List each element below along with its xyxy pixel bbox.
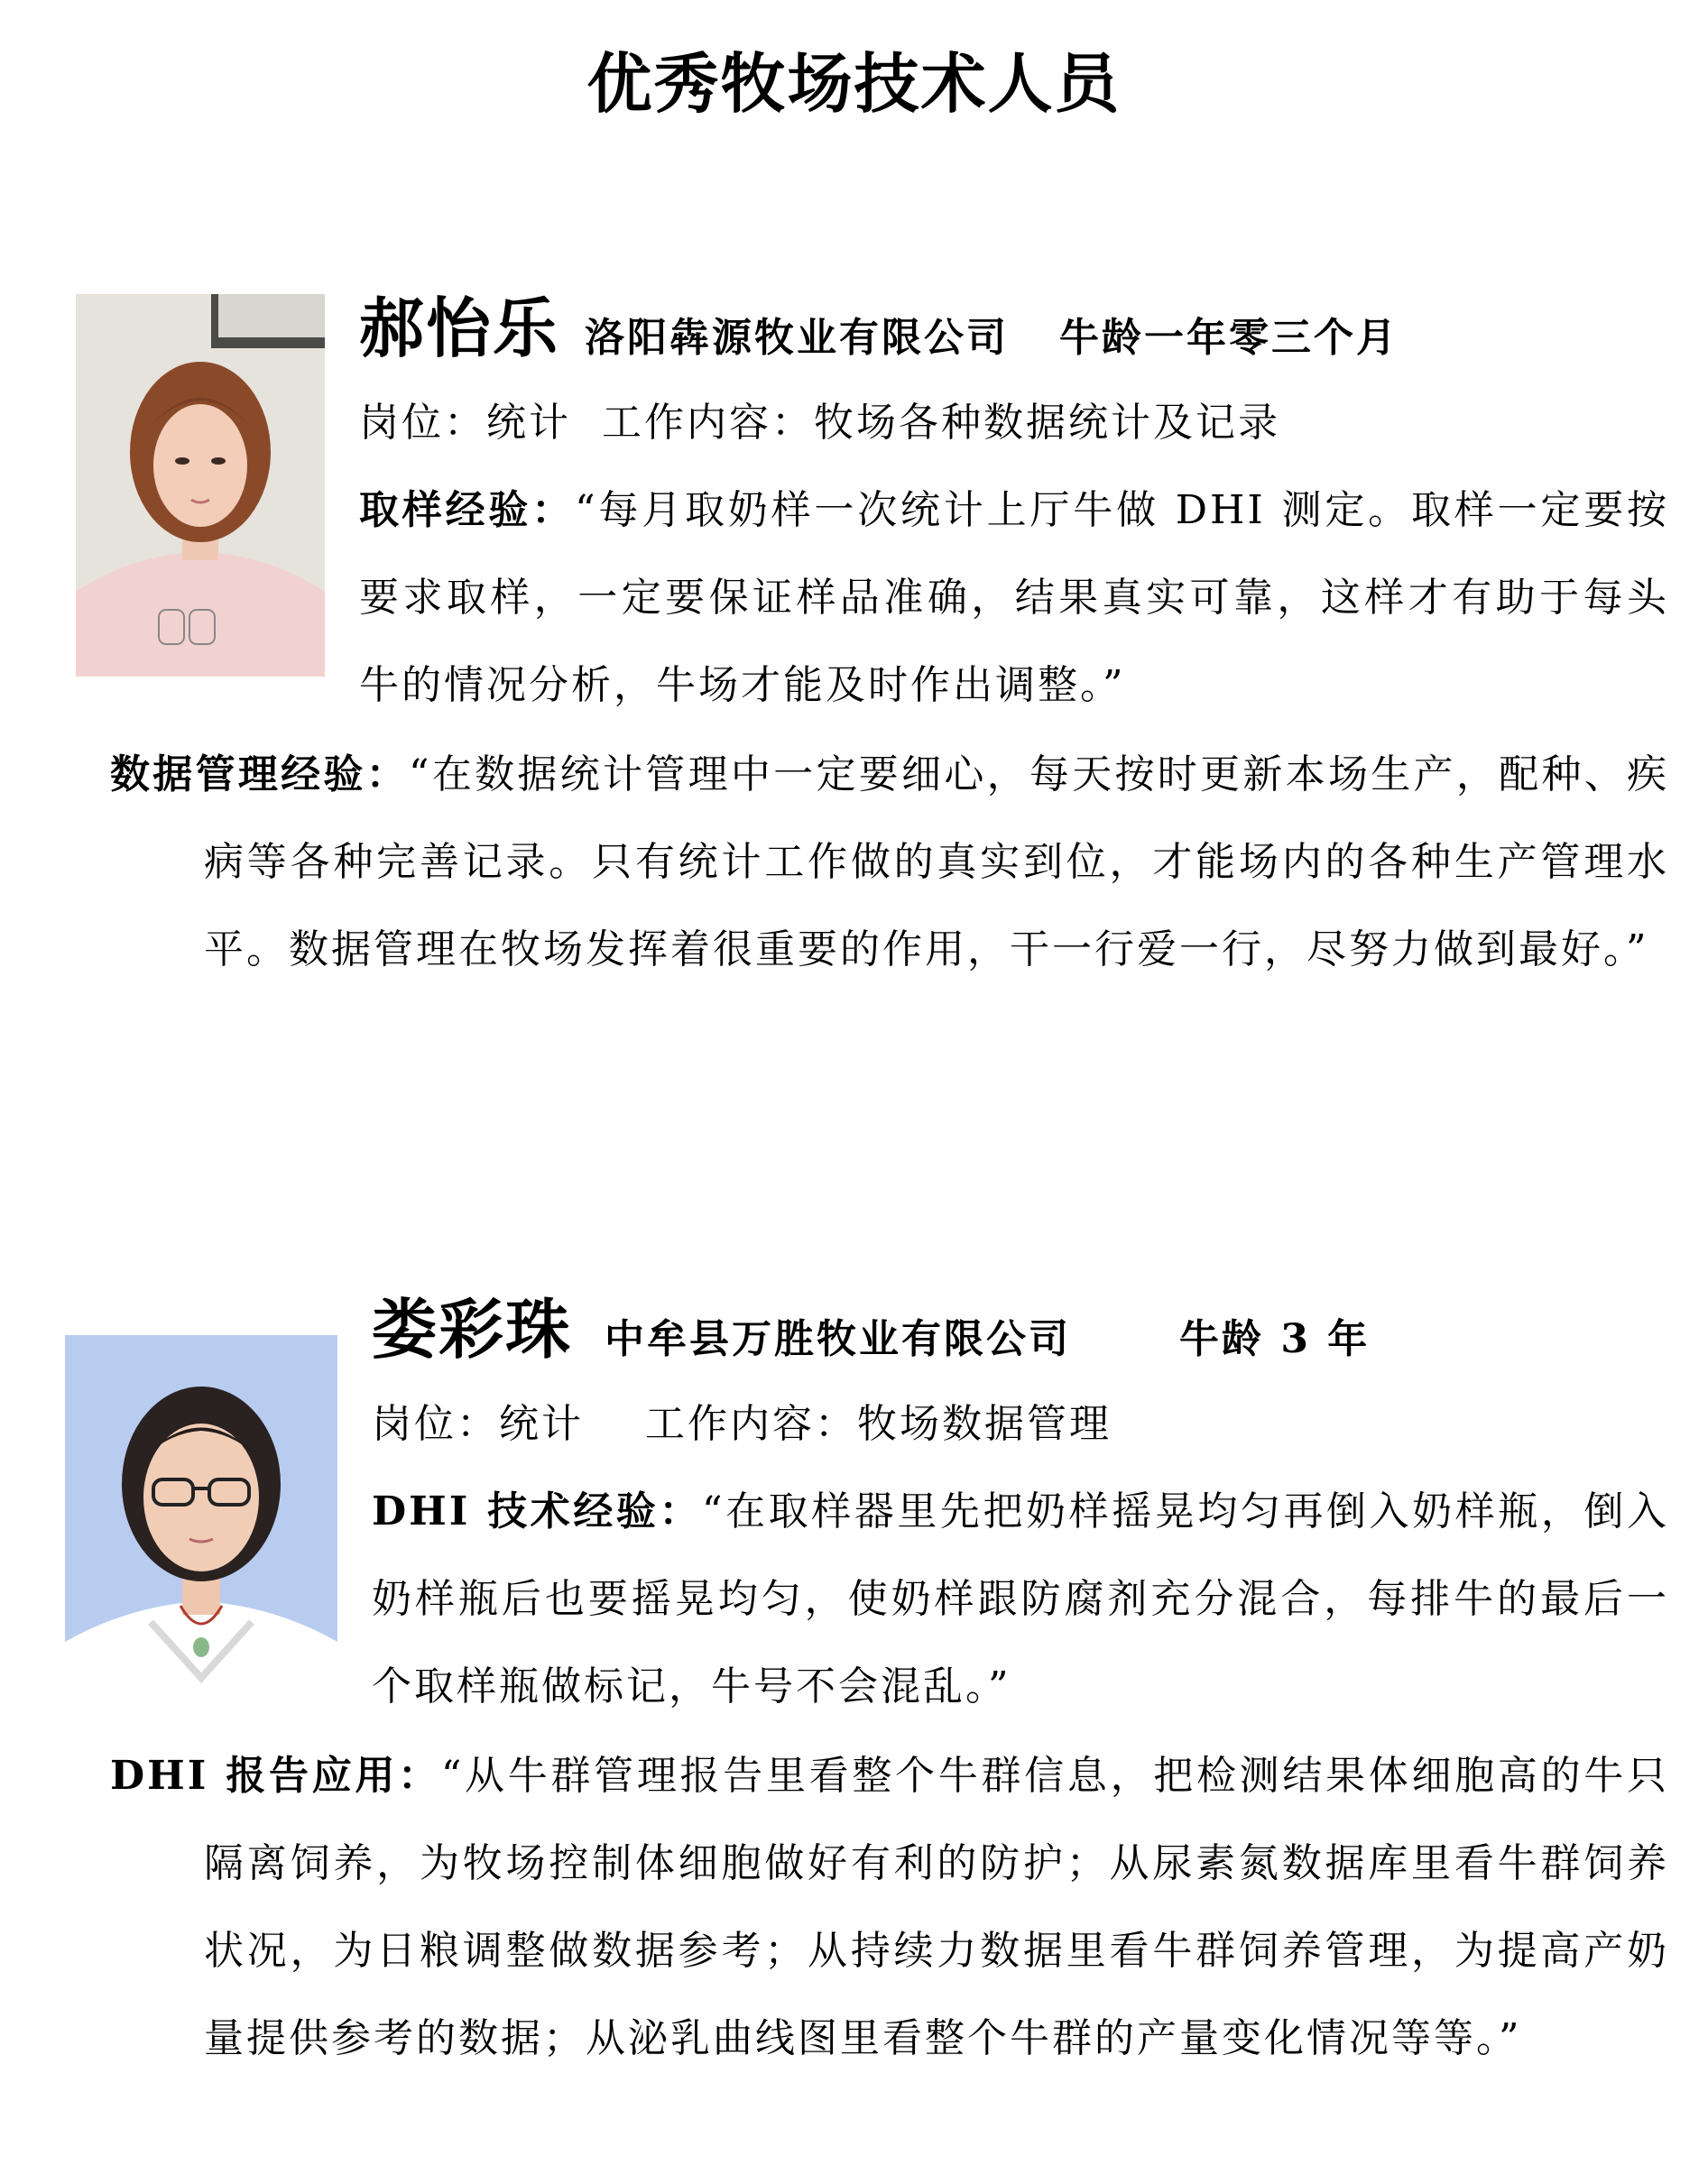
person-2-header	[372, 1279, 1669, 1380]
person-2-exp1-text: “在取样器里先把奶样摇晃均匀再倒入奶样瓶，倒入奶样瓶后也要摇晃均匀，使奶样跟防腐剂充分混合，每排牛的最后一个取样瓶做标记，牛号不会混乱。”	[372, 1488, 1669, 1709]
person-photo-2	[65, 1335, 337, 1700]
person-2-exp1	[372, 1468, 1669, 1730]
person-2-exp2-text: “从牛群管理报告里看整个牛群信息，把检测结果体细胞高的牛只隔离饲养，为牧场控制体细胞做好有利的防护；从尿素氮数据库里看牛群饲养状况，为日粮调整做数据参考；从持续力数据里看牛群饲养管理，为提高产奶量提供参考的数据；从泌乳曲线图里看整个牛群的产量变化情况等等。”	[204, 1753, 1669, 2061]
person-1-company: 洛阳犇源牧业有限公司	[585, 315, 1010, 361]
person-photo-1	[76, 294, 325, 677]
person-1-position: 岗位：统计 工作内容：牧场各种数据统计及记录	[359, 400, 1280, 446]
person-1-age: 牛龄一年零三个月	[1059, 315, 1399, 361]
person-1-exp1-label: 取样经验：	[359, 487, 576, 533]
person-2-position: 岗位：统计 工作内容：牧场数据管理	[372, 1401, 1112, 1447]
person-1-exp2-label: 数据管理经验：	[110, 751, 410, 797]
person-1-exp2-text: “在数据统计管理中一定要细心，每天按时更新本场生产，配种、疾病等各种完善记录。只有统计工作做的真实到位，才能场内的各种生产管理水平。数据管理在牧场发挥着很重要的作用，干一行爱一行，尽努力做到最好。”	[204, 751, 1669, 972]
person-2-exp1-label: DHI 技术经验：	[372, 1488, 703, 1534]
person-1-exp1-text: “每月取奶样一次统计上厅牛做 DHI 测定。取样一定要按要求取样，一定要保证样品准确，结果真实可靠，这样才有助于每头牛的情况分析，牛场才能及时作出调整。”	[359, 487, 1670, 708]
person-1-name: 郝怡乐	[359, 290, 560, 366]
person-2-company: 中牟县万胜牧业有限公司	[605, 1316, 1072, 1362]
page-title: 优秀牧场技术人员	[586, 46, 1122, 122]
person-2-exp2	[110, 1732, 1669, 2082]
person-1-exp1	[359, 466, 1669, 729]
person-1-info	[359, 278, 1669, 729]
person-2-exp2-label: DHI 报告应用：	[110, 1753, 441, 1799]
person-2-info	[372, 1279, 1669, 1730]
person-1-exp2	[110, 731, 1669, 993]
person-1-header	[359, 278, 1669, 379]
person-2-age: 牛龄 3 年	[1179, 1316, 1371, 1362]
person-2-name: 娄彩珠	[372, 1292, 573, 1368]
